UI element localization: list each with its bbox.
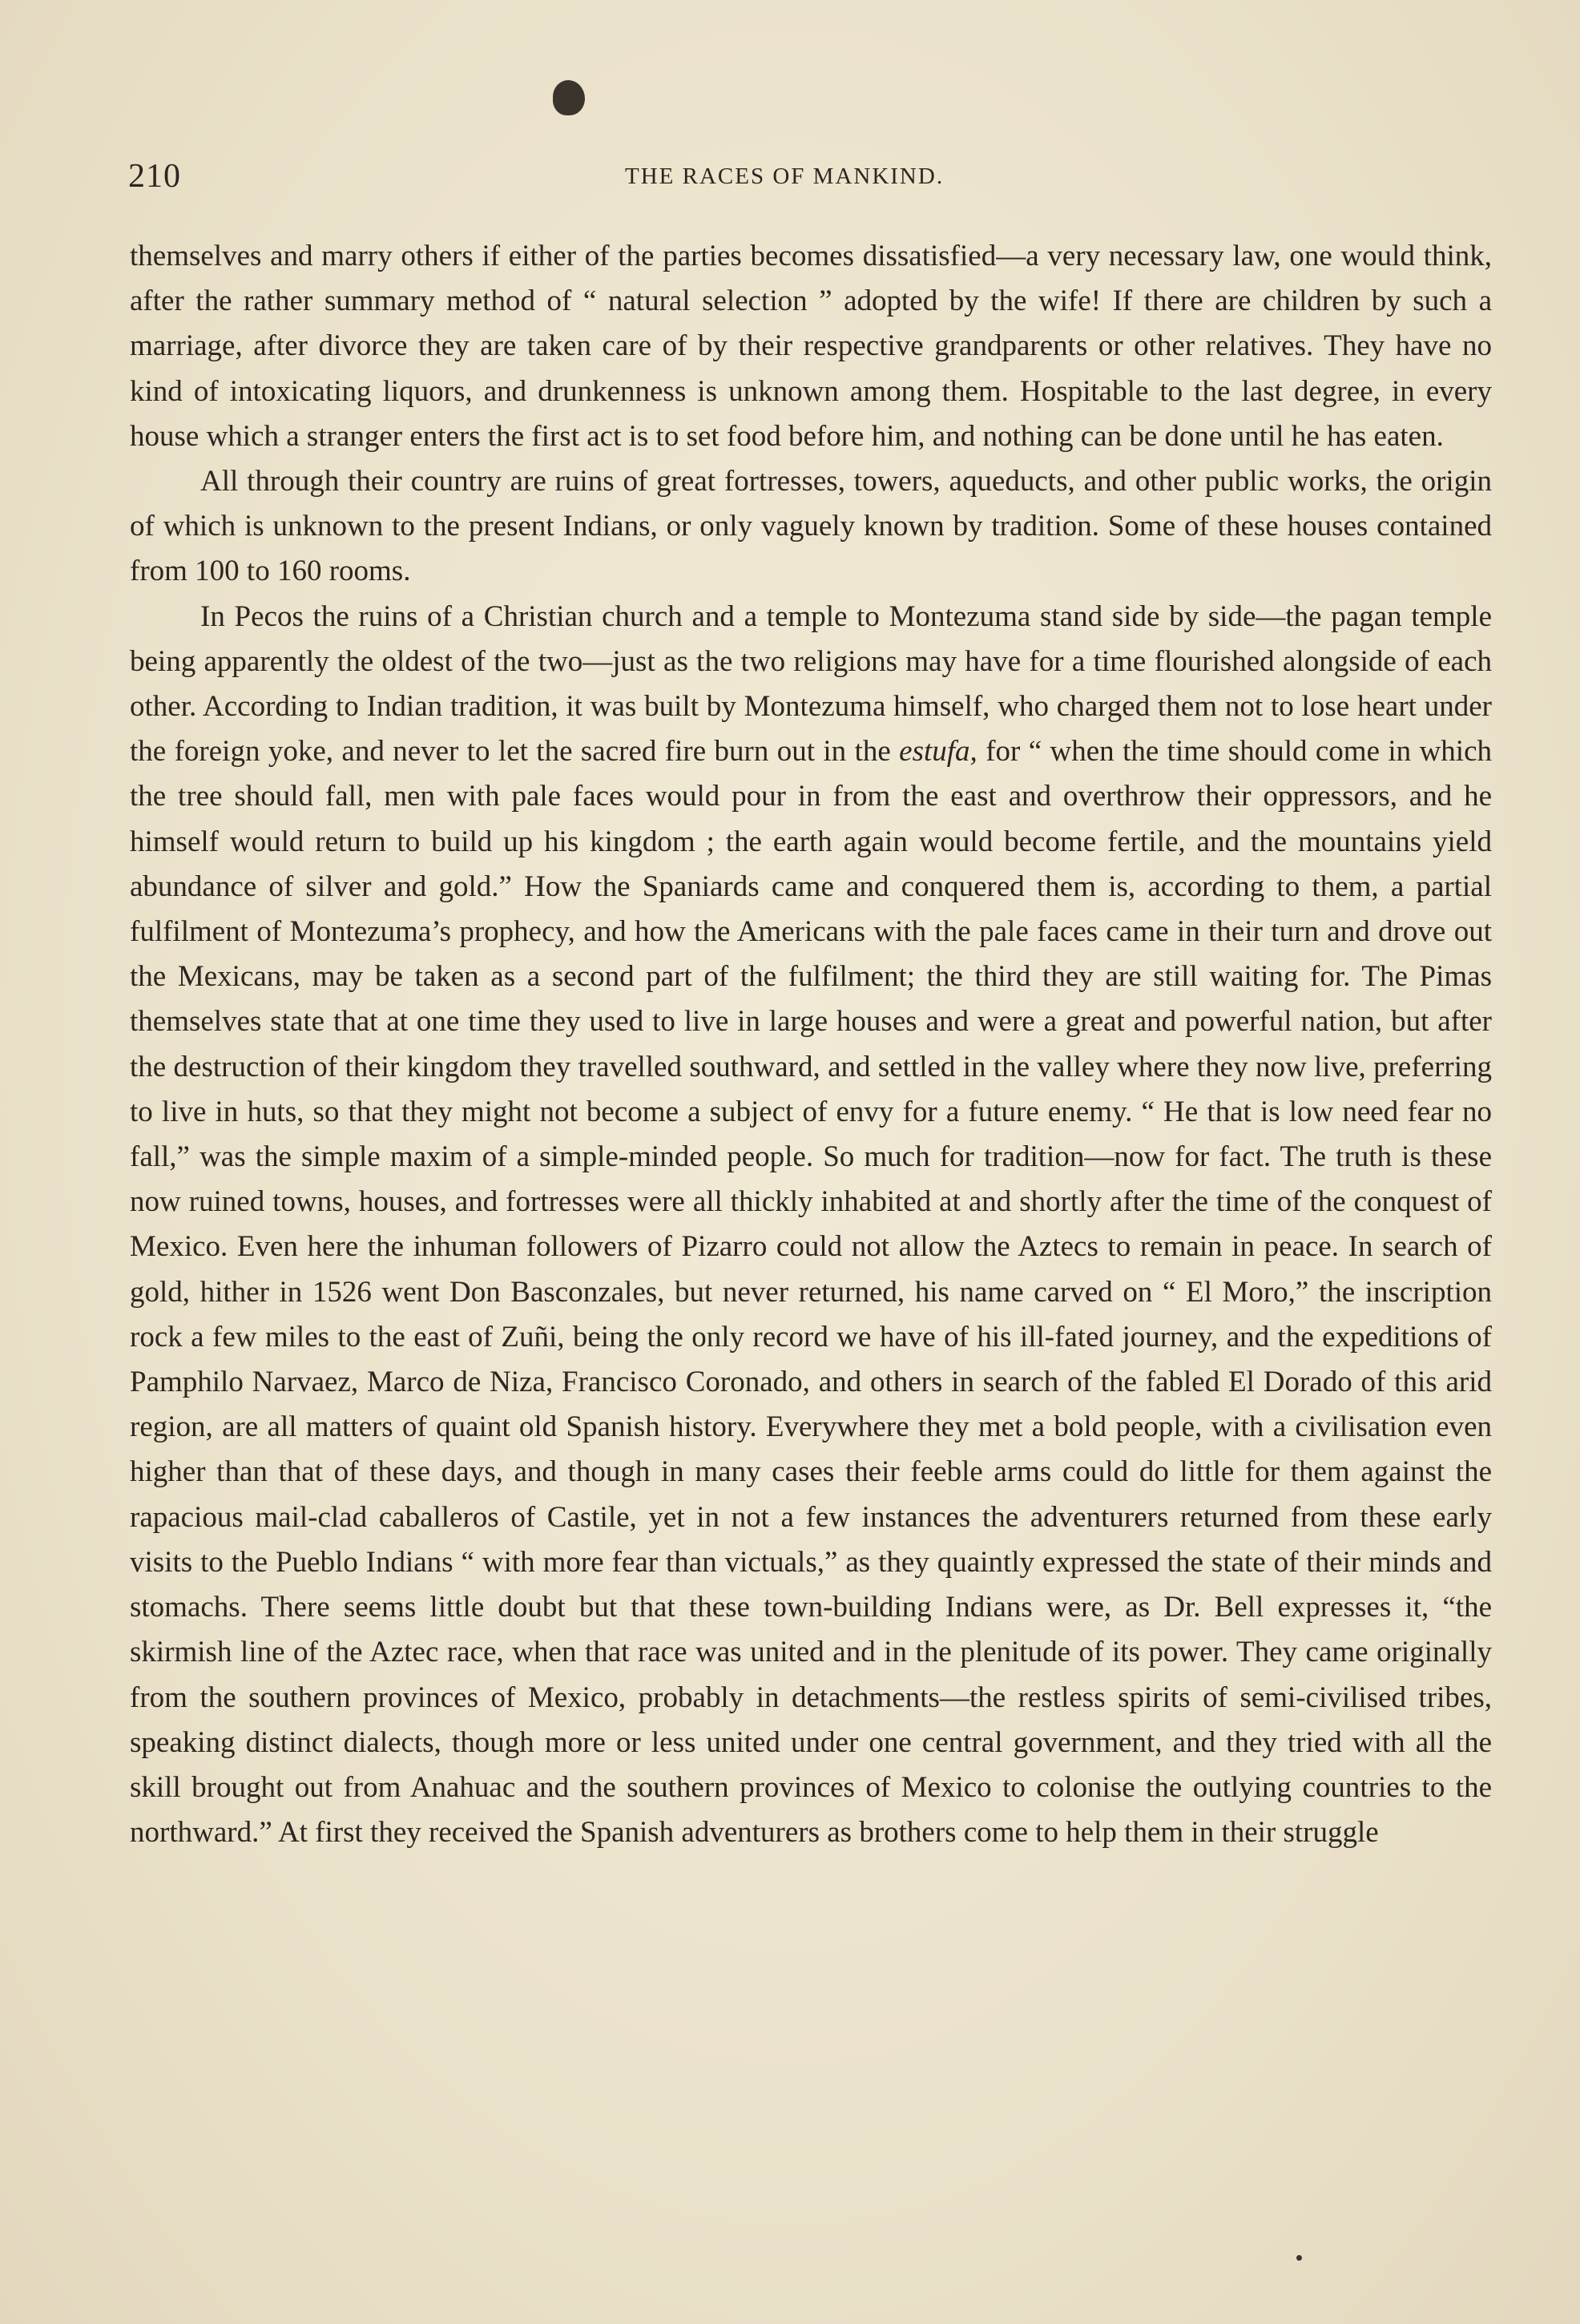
paragraph <box>130 595 1492 1856</box>
paragraph-text: for “ when the time should come in which the tree should fall, men with pale faces would pour in from the east and overthrow their oppressors, and he himself would return to build up his kingdom ; the earth again would become fertile, and the mountains yield abundance of silver and gold.” How the Spaniards came and conquered them is, according to them, a partial fulfilment of Montezuma’s prophecy, and how the Americans with the pale faces came in their turn and drove out the Mexicans, may be taken as a second part of the fulfilment; the third they are still waiting for. The Pimas themselves state that at one time they used to live in large houses and were a great and powerful nation, but after the destruction of their kingdom they travelled southward, and settled in the valley where they now live, preferring to live in huts, so that they might not become a subject of envy for a future enemy. “ He that is low need fear no fall,” was the simple maxim of a simple-minded people. So much for tradition—now for fact. The truth is these now ruined towns, houses, and fortresses were all thickly inhabited at and shortly after the time of the conquest of Mexico. Even here the inhuman followers of Pizarro could not allow the Aztecs to remain in peace. In search of gold, hither in 1526 went Don Basconzales, but never returned, his name carved on “ El Moro,” the inscription rock a few miles to the east of Zuñi, being the only record we have of his ill-fated journey, and the expeditions of Pamphilo Narvaez, Marco de Niza, Francisco Coronado, and others in search of the fabled El Dorado of this arid region, are all matters of quaint old Spanish history. Everywhere they met a bold people, with a civilisation even higher than that of these days, and though in many cases their feeble arms could do little for them against the rapacious mail-clad caballeros of Castile, yet in not a few instances the adventurers returned from these early visits to the Pueblo Indians “ with more fear than victuals,” as they quaintly expressed the state of their minds and stomachs. There seems little doubt but that these town-building Indians were, as Dr. Bell expresses it, “the skirmish line of the Aztec race, when that race was united and in the plenitude of its power. They came originally from the southern provinces of Mexico, probably in detachments—the restless spirits of semi-civilised tribes, speaking distinct dialects, though more or less united under one central government, and they tried with all the skill brought out from Anahuac and the southern provinces of Mexico to colonise the outlying countries to the northward.” At first they received the Spanish adventurers as brothers come to help them in their struggle <box>130 735 1492 1850</box>
ink-speck <box>1296 2255 1302 2261</box>
paragraph-text: themselves and marry others if either of the parties becomes dissatisfied—a very necessary law, one would think, after the rather summary method of “ natural selection ” adopted by the wife! If there are children by such a marriage, after divorce they are taken care of by their respective grandparents or other relatives. They have no kind of intoxicating liquors, and drunkenness is unknown among them. Hospitable to the last degree, in every house which a stranger enters the first act is to set food before him, and nothing can be done until he has eaten. <box>130 240 1492 453</box>
page-header <box>128 157 1490 202</box>
italic-text: estufa, <box>899 735 977 769</box>
paragraph <box>130 234 1492 459</box>
paragraph <box>130 459 1492 595</box>
page-number: 210 <box>128 158 181 195</box>
ink-blot-mark <box>553 80 585 115</box>
running-head: THE RACES OF MANKIND. <box>625 163 945 189</box>
paragraph-text: In Pecos the ruins of a Christian church and a temple to Montezuma stand side by side—the pagan temple being apparently the oldest of the two—just as the two religions may have for a time flourished alongside of each other. According to Indian tradition, it was built by Montezuma himself, who charged them not to lose heart under the foreign yoke, and never to let the sacred fire burn out in the <box>130 599 1492 769</box>
body-text <box>130 234 1492 1855</box>
paragraph-text: All through their country are ruins of great fortresses, towers, aqueducts, and other public works, the origin of which is unknown to the present Indians, or only vaguely known by tradition. Some of these houses contained from 100 to 160 rooms. <box>130 465 1492 588</box>
